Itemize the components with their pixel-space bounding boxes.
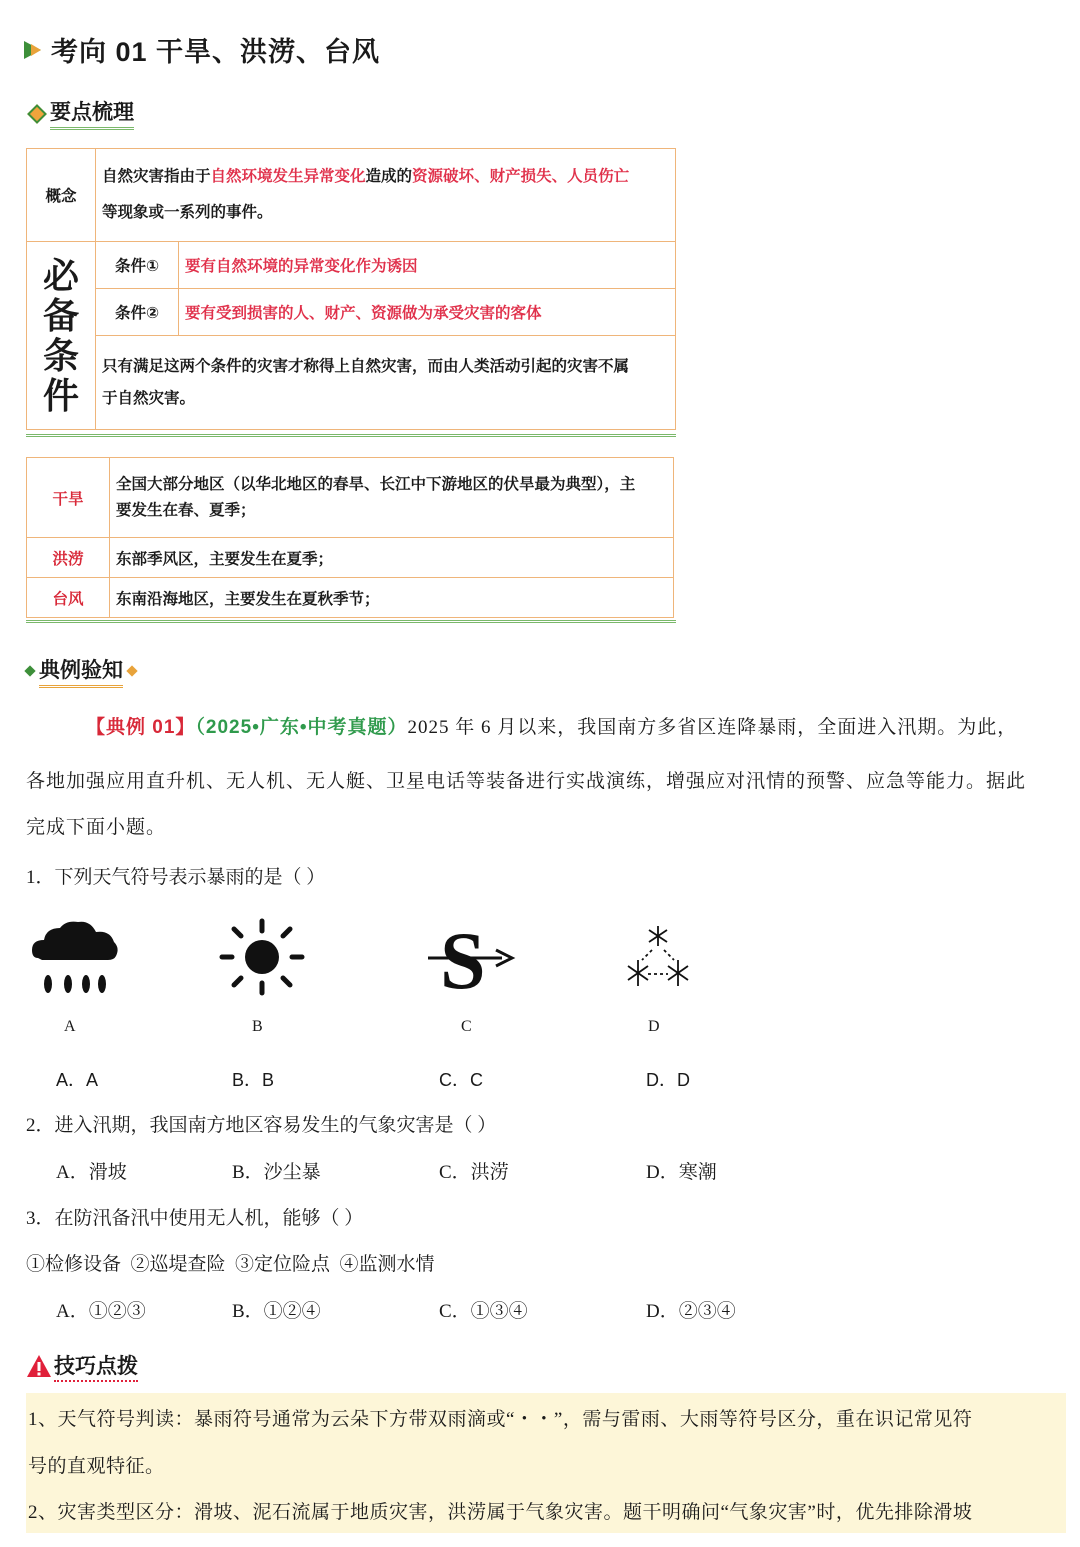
divider [26,620,676,623]
conditions-note: 只有满足这两个条件的灾害才称得上自然灾害，而由人类活动引起的灾害不属 于自然灾害。 [96,336,676,430]
definition-table [26,148,676,430]
sunny-icon [218,917,306,999]
condition-1-label: 条件① [96,242,179,289]
heavy-rain-icon [30,918,120,1000]
section-heading-key-points: 要点梳理 [26,96,134,130]
q3-option-b[interactable]: B．①②④ [232,1301,321,1322]
question-1: 1．下列天气符号表示暴雨的是（ ） [26,867,326,888]
warning-icon [26,1354,52,1378]
section-heading-tips: 技巧点拨 [26,1350,138,1382]
q3-option-a[interactable]: A．①②③ [56,1301,146,1322]
example-stem: 【典例 01】（2025•广东•中考真题）2025 年 6 月以来，我国南方多省区连降暴雨，全面进入汛期。为此， 各地加强应用直升机、无人机、无人艇、卫星电话等装备进行实战演练，增强应对汛情的预警、应急等能力。据此 完成下面小题。 [26,717,1027,838]
q2-option-b[interactable]: B．沙尘暴 [232,1162,321,1183]
q3-option-d[interactable]: D．②③④ [646,1301,736,1322]
q2-option-a[interactable]: A．滑坡 [56,1162,127,1183]
tip-line-1: 1、天气符号判读：暴雨符号通常为云朵下方带双雨滴或“・・”，需与雷雨、大雨等符号区分，重在识记常见符 [28,1409,973,1430]
tip-line-3: 2、灾害类型区分：滑坡、泥石流属于地质灾害，洪涝属于气象灾害。题干明确问“气象灾害”时，优先排除滑坡 [28,1502,973,1523]
q1-option-a[interactable]: A．A [56,1070,99,1090]
condition-2-text: 要有受到损害的人、财产、资源做为承受灾害的客体 [179,289,676,336]
disaster-text-flood: 东部季风区，主要发生在夏季； [110,538,674,578]
disaster-text-drought: 全国大部分地区（以华北地区的春旱、长江中下游地区的伏旱最为典型），主 要发生在春、夏季； [110,458,674,538]
diamond-icon [26,102,48,124]
condition-2-label: 条件② [96,289,179,336]
condition-1-text: 要有自然环境的异常变化作为诱因 [179,242,676,289]
sandstorm-icon [426,918,516,998]
example-tag: 【典例 01】 [86,717,196,738]
svg-text:S: S [440,918,486,998]
concept-text: 自然灾害指由于自然环境发生异常变化造成的资源破坏、财产损失、人员伤亡 等现象或一系列的事件。 [96,149,676,242]
question-3-items: ①检修设备 ②巡堤查险 ③定位险点 ④监测水情 [26,1254,435,1275]
disaster-label-flood: 洪涝 [27,538,110,578]
concept-label: 概念 [27,149,96,242]
section-heading-examples: 典例验知 [26,654,136,688]
q1-option-c[interactable]: C．C [439,1070,483,1090]
q1-option-b[interactable]: B．B [232,1070,275,1090]
question-3: 3．在防汛备汛中使用无人机，能够（ ） [26,1208,364,1229]
conditions-label: 必备条件 [27,242,96,430]
image-label-c: C [461,1018,472,1035]
disaster-table [26,457,674,618]
disaster-label-typhoon: 台风 [27,578,110,618]
disaster-label-drought: 干旱 [27,458,110,538]
tip-line-2: 号的直观特征。 [28,1456,165,1477]
page-title: 考向 01 干旱、洪涝、台风 [24,30,380,69]
diamond-icon [24,665,35,676]
q2-option-c[interactable]: C．洪涝 [439,1162,509,1183]
diamond-icon [126,665,137,676]
disaster-text-typhoon: 东南沿海地区，主要发生在夏秋季节； [110,578,674,618]
image-label-d: D [648,1018,660,1035]
q2-option-d[interactable]: D．寒潮 [646,1162,717,1183]
q3-option-c[interactable]: C．①③④ [439,1301,528,1322]
image-label-b: B [252,1018,263,1035]
arrow-accent-icon [31,44,41,56]
question-2: 2．进入汛期，我国南方地区容易发生的气象灾害是（ ） [26,1115,497,1136]
image-label-a: A [64,1018,76,1035]
snow-icon [620,924,696,996]
divider [26,434,676,437]
q1-option-d[interactable]: D．D [646,1070,690,1090]
example-source: （2025•广东•中考真题） [195,717,408,738]
